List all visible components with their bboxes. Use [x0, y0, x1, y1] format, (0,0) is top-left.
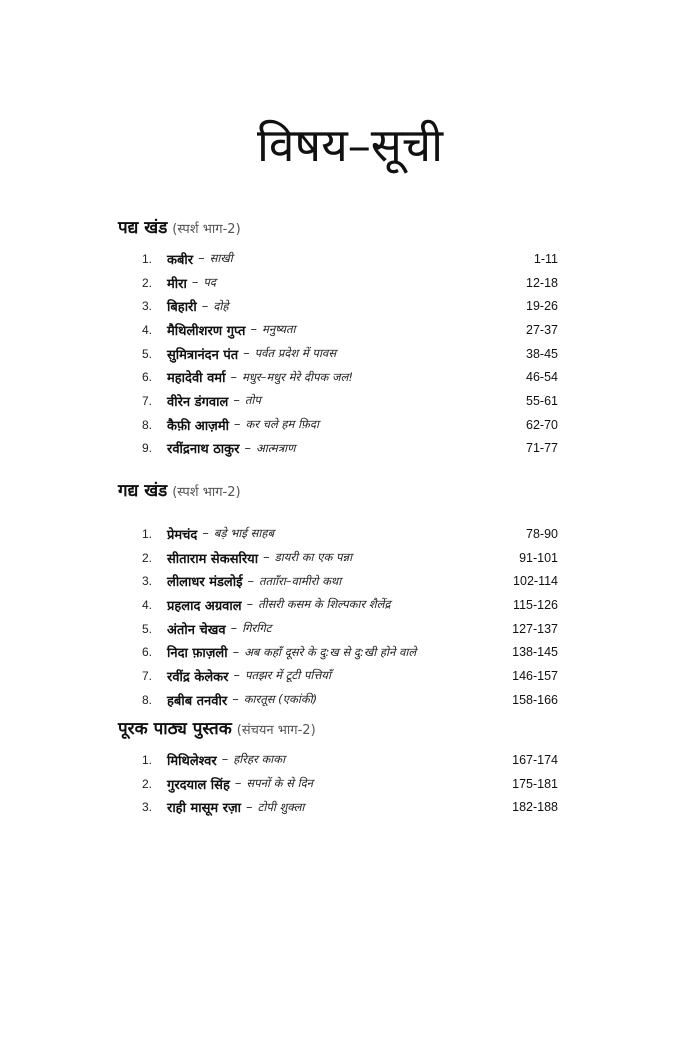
section-name: पूरक पाठ्य पुस्तक	[118, 719, 232, 739]
entry-author: प्रेमचंद	[167, 527, 198, 543]
section-subtitle: (स्पर्श भाग-2)	[172, 485, 241, 500]
entry-pages: 115-126	[513, 597, 558, 612]
entry-author: मिथिलेश्वर	[167, 753, 217, 769]
toc-entry[interactable]	[118, 342, 558, 366]
entry-number: 3.	[142, 299, 153, 314]
entry-separator: –	[230, 369, 237, 385]
toc-list	[118, 247, 558, 460]
toc-entry[interactable]	[118, 748, 558, 772]
toc-entry[interactable]	[118, 569, 558, 593]
entry-author: वीरेन डंगवाल	[167, 394, 229, 410]
toc-entry[interactable]	[118, 593, 558, 617]
toc-entry[interactable]	[118, 318, 558, 342]
entry-title: कारतूस (एकांकी)	[243, 692, 318, 707]
entry-title: सपनों के से दिन	[246, 776, 314, 791]
section-purak-pustak	[118, 716, 558, 819]
entry-pages: 38-45	[526, 346, 558, 361]
entry-author: सीताराम सेकसरिया	[167, 551, 259, 567]
entry-pages: 127-137	[512, 621, 558, 636]
entry-pages: 158-166	[512, 692, 558, 707]
entry-pages: 146-157	[512, 668, 558, 683]
toc-entry[interactable]	[118, 664, 558, 688]
entry-separator: –	[230, 621, 238, 637]
entry-number: 2.	[142, 550, 153, 565]
entry-title: आत्मत्राण	[255, 440, 296, 455]
entry-author: लीलाधर मंडलोई	[167, 575, 243, 591]
entry-author: रवींद्रनाथ ठाकुर	[167, 442, 240, 458]
entry-separator: –	[263, 550, 270, 566]
entry-title: गिरगिट	[242, 621, 272, 636]
entry-author: मैथिलीशरण गुप्त	[167, 323, 246, 339]
toc-entry[interactable]	[118, 688, 558, 712]
entry-author: निदा फ़ाज़ली	[167, 646, 228, 662]
entry-pages: 12-18	[526, 275, 558, 290]
entry-number: 6.	[142, 645, 153, 660]
entry-separator: –	[233, 393, 240, 409]
toc-entry[interactable]	[118, 640, 558, 664]
entry-pages: 175-181	[512, 776, 558, 791]
entry-pages: 71-77	[526, 441, 558, 456]
entry-title: पतझर में टूटी पत्तियाँ	[244, 668, 331, 683]
section-gadya-khand	[118, 478, 558, 712]
toc-entry[interactable]	[118, 772, 558, 796]
entry-title: साखी	[209, 251, 233, 266]
entry-separator: –	[232, 644, 240, 660]
entry-number: 1.	[142, 526, 153, 541]
section-heading	[118, 215, 558, 243]
toc-entry[interactable]	[118, 413, 558, 437]
section-heading	[118, 478, 558, 506]
entry-separator: –	[233, 417, 241, 433]
entry-pages: 91-101	[519, 550, 558, 565]
entry-pages: 167-174	[512, 752, 558, 767]
toc-entry[interactable]	[118, 389, 558, 413]
entry-title: अब कहाँ दूसरे के दु:ख से दु:खी होने वाले	[244, 644, 417, 659]
entry-number: 8.	[142, 692, 153, 707]
entry-number: 6.	[142, 370, 153, 385]
entry-separator: –	[243, 346, 250, 362]
entry-separator: –	[201, 298, 209, 314]
entry-title: दोहे	[213, 298, 229, 313]
entry-pages: 182-188	[512, 800, 558, 815]
entry-separator: –	[244, 440, 251, 456]
entry-title: मधुर–मधुर मेरे दीपक जल!	[241, 369, 353, 384]
entry-title: ततााँरा–वामीरो कथा	[259, 573, 342, 588]
toc-entry[interactable]	[118, 795, 558, 819]
entry-separator: –	[233, 668, 240, 684]
entry-number: 8.	[142, 417, 153, 432]
toc-entry[interactable]	[118, 546, 558, 570]
entry-title: मनुष्यता	[261, 322, 296, 337]
entry-pages: 55-61	[526, 393, 558, 408]
toc-entry[interactable]	[118, 437, 558, 461]
entry-separator: –	[232, 692, 239, 708]
entry-author: सुमित्रानंदन पंत	[167, 347, 239, 363]
entry-number: 2.	[142, 776, 153, 791]
entry-pages: 19-26	[526, 299, 558, 314]
section-heading	[118, 716, 558, 744]
entry-number: 3.	[142, 574, 153, 589]
entry-title: पर्वत प्रदेश में पावस	[254, 346, 337, 361]
entry-author: महादेवी वर्मा	[167, 371, 226, 387]
entry-author: हबीब तनवीर	[167, 693, 228, 709]
entry-title: पद	[203, 275, 216, 290]
section-subtitle: (स्पर्श भाग-2)	[172, 222, 241, 237]
entry-number: 1.	[142, 251, 153, 266]
entry-title: कर चले हम फ़िदा	[245, 417, 319, 432]
entry-author: अंतोन चेखव	[167, 622, 226, 638]
entry-author: कबीर	[167, 252, 194, 268]
entry-author: गुरदयाल सिंह	[167, 777, 230, 793]
entry-number: 7.	[142, 668, 153, 683]
entry-number: 9.	[142, 441, 153, 456]
entry-separator: –	[221, 752, 229, 768]
section-padya-khand	[118, 215, 558, 460]
entry-title: बड़े भाई साहब	[213, 526, 275, 541]
entry-separator: –	[247, 573, 254, 589]
toc-entry[interactable]	[118, 365, 558, 389]
entry-author: बिहारी	[167, 300, 197, 316]
entry-title: हरिहर काका	[233, 752, 286, 767]
entry-number: 5.	[142, 621, 153, 636]
toc-list	[118, 748, 558, 819]
toc-list	[118, 522, 558, 712]
toc-entry[interactable]	[118, 271, 558, 295]
entry-number: 5.	[142, 346, 153, 361]
entry-author: कैफ़ी आज़मी	[167, 418, 229, 434]
entry-number: 2.	[142, 275, 153, 290]
entry-number: 1.	[142, 752, 153, 767]
section-subtitle: (संचयन भाग-2)	[236, 723, 316, 738]
entry-separator: –	[202, 526, 209, 542]
toc-entry[interactable]	[118, 294, 558, 318]
entry-title: टोपी शुक्ला	[257, 799, 305, 814]
entry-number: 3.	[142, 800, 153, 815]
toc-entry[interactable]	[118, 247, 558, 271]
entry-pages: 102-114	[513, 574, 558, 589]
entry-number: 4.	[142, 322, 153, 337]
entry-separator: –	[234, 776, 242, 792]
entry-author: मीरा	[167, 276, 187, 292]
entry-title: तीसरी कसम के शिल्पकार शैलेंद्र	[258, 597, 391, 612]
entry-author: प्रहलाद अग्रवाल	[167, 598, 242, 614]
entry-separator: –	[250, 322, 257, 338]
section-name: गद्य खंड	[118, 481, 168, 501]
entry-pages: 27-37	[526, 322, 558, 337]
entry-separator: –	[191, 275, 199, 291]
entry-title: तोप	[244, 393, 261, 408]
entry-pages: 138-145	[512, 645, 558, 660]
section-name: पद्य खंड	[118, 218, 168, 238]
entry-author: रवींद्र केलेकर	[167, 669, 229, 685]
toc-entry[interactable]	[118, 522, 558, 546]
entry-title: डायरी का एक पन्ना	[274, 550, 353, 565]
entry-separator: –	[198, 251, 205, 267]
entry-number: 4.	[142, 597, 153, 612]
entry-author: राही मासूम रज़ा	[167, 801, 242, 817]
page-title: विषय–सूची	[257, 118, 443, 172]
entry-pages: 1-11	[533, 251, 558, 266]
entry-pages: 78-90	[526, 526, 558, 541]
entry-number: 7.	[142, 393, 153, 408]
entry-separator: –	[246, 799, 253, 815]
entry-separator: –	[246, 597, 254, 613]
entry-pages: 62-70	[526, 417, 558, 432]
entry-pages: 46-54	[526, 370, 558, 385]
toc-entry[interactable]	[118, 617, 558, 641]
